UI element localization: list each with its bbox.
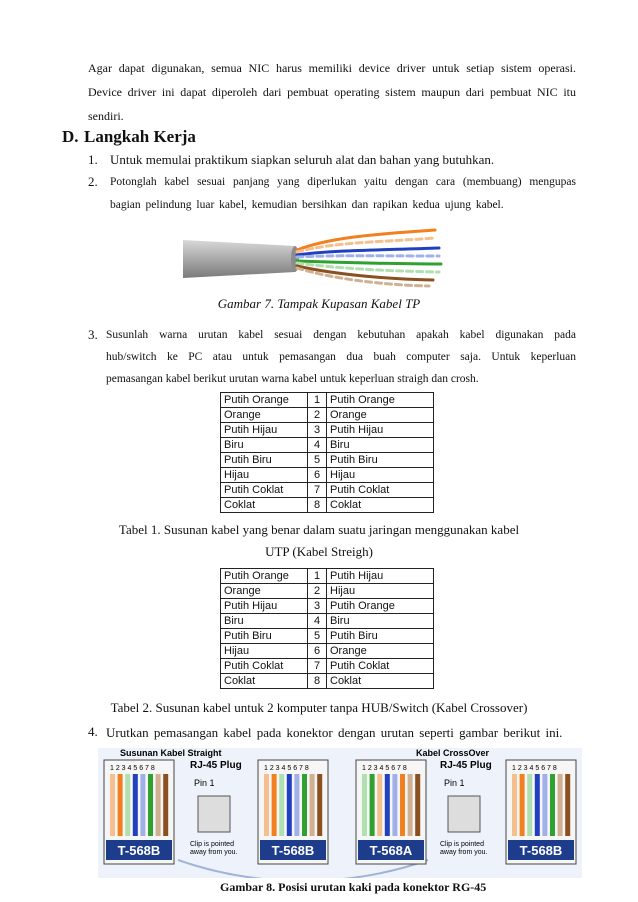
wire-8 (317, 774, 322, 836)
t1-row (221, 393, 434, 408)
intro-line-1: Agar dapat digunakan, semua NIC harus memiliki device driver untuk setiap sistem operasi. (88, 61, 576, 75)
label-crossover: Kabel CrossOver (416, 748, 490, 758)
t1-row (221, 408, 434, 423)
t1-pin-number: 8 (308, 498, 327, 513)
t2-right-color: Putih Coklat (327, 659, 434, 674)
wire-5 (294, 774, 299, 836)
t2-pin-number: 1 (308, 569, 327, 584)
clip-note-left-1: Clip is pointed (190, 841, 234, 848)
connector-4 (506, 760, 576, 864)
step-1-text: Untuk memulai praktikum siapkan seluruh alat dan bahan yang butuhkan. (110, 152, 495, 167)
t2-left-color: Orange (221, 584, 308, 599)
intro-line-2: Device driver ini dapat diperoleh dari pembuat operating sistem maupun dari pembuat NIC itu (88, 85, 576, 99)
wire-1 (110, 774, 115, 836)
t2-pin-number: 3 (308, 599, 327, 614)
t2-pin-number: 6 (308, 644, 327, 659)
step-4-number: 4. (88, 724, 98, 739)
pin-numbers: 1 2 3 4 5 6 7 8 (110, 765, 155, 772)
stripped-cable-image (183, 222, 455, 292)
t1-left-color: Putih Orange (221, 393, 308, 408)
wire-7 (156, 774, 161, 836)
table-2-caption: Tabel 2. Susunan kabel untuk 2 komputer tanpa HUB/Switch (Kabel Crossover) (110, 700, 528, 715)
t1-row (221, 498, 434, 513)
figure-7-caption: Gambar 7. Tampak Kupasan Kabel TP (217, 296, 421, 311)
t2-left-color: Putih Coklat (221, 659, 308, 674)
clip-note-left-2: away from you. (190, 849, 238, 856)
section-heading (62, 127, 196, 147)
connector-3 (356, 760, 426, 864)
step-3-line-2: hub/switch ke PC atau untuk pemasangan dua buah computer saja. Untuk keperluan (106, 351, 576, 363)
table-1-caption-line-1: Tabel 1. Susunan kabel yang benar dalam suatu jaringan menggunakan kabel (118, 522, 520, 537)
t2-pin-number: 4 (308, 614, 327, 629)
t2-row (221, 659, 434, 674)
t1-pin-number: 3 (308, 423, 327, 438)
step-2-line-1: Potonglah kabel sesuai panjang yang diperlukan yaitu dengan cara (membuang) mengupas (110, 176, 576, 188)
wire-2 (272, 774, 277, 836)
t2-right-color: Putih Biru (327, 629, 434, 644)
wire-6 (400, 774, 405, 836)
figure-8-caption: Gambar 8. Posisi urutan kaki pada konektor RG-45 (220, 880, 487, 894)
t2-left-color: Putih Orange (221, 569, 308, 584)
wire-3 (279, 774, 284, 836)
t2-right-color: Biru (327, 614, 434, 629)
intro-line-3: sendiri. (88, 109, 124, 123)
wire-4 (385, 774, 390, 836)
t2-right-color: Hijau (327, 584, 434, 599)
wire-1 (362, 774, 367, 836)
t1-right-color: Biru (327, 438, 434, 453)
wire-2 (520, 774, 525, 836)
t1-right-color: Putih Orange (327, 393, 434, 408)
t1-left-color: Orange (221, 408, 308, 423)
wire-1 (512, 774, 517, 836)
wire-7 (408, 774, 413, 836)
t2-left-color: Coklat (221, 674, 308, 689)
wire-8 (565, 774, 570, 836)
t2-row (221, 584, 434, 599)
t2-row (221, 644, 434, 659)
table-crossover (220, 568, 434, 689)
pin-numbers: 1 2 3 4 5 6 7 8 (362, 765, 407, 772)
t1-row (221, 453, 434, 468)
wire-7 (310, 774, 315, 836)
t1-row (221, 438, 434, 453)
wire-2 (370, 774, 375, 836)
standard-label: T-568B (117, 843, 161, 858)
t1-right-color: Putih Hijau (327, 423, 434, 438)
label-straight: Susunan Kabel Straight (120, 748, 222, 758)
t1-left-color: Putih Biru (221, 453, 308, 468)
step-3-number: 3. (88, 327, 98, 342)
t1-right-color: Coklat (327, 498, 434, 513)
standard-label: T-568B (271, 843, 315, 858)
table-1-caption-line-2: UTP (Kabel Streigh) (265, 544, 373, 559)
wire-8 (415, 774, 420, 836)
t1-pin-number: 7 (308, 483, 327, 498)
t1-left-color: Putih Coklat (221, 483, 308, 498)
rj45-plug-label-left: RJ-45 Plug (190, 760, 242, 771)
clip-note-right-2: away from you. (440, 849, 488, 856)
t2-left-color: Biru (221, 614, 308, 629)
step-2-number: 2. (88, 174, 98, 189)
wire-3 (527, 774, 532, 836)
t2-right-color: Putih Orange (327, 599, 434, 614)
t2-left-color: Hijau (221, 644, 308, 659)
t2-pin-number: 2 (308, 584, 327, 599)
t2-row (221, 674, 434, 689)
step-3-line-3: pemasangan kabel berikut urutan warna kabel untuk keperluan straigh dan crosh. (106, 373, 479, 385)
t1-pin-number: 1 (308, 393, 327, 408)
pin1-label-right: Pin 1 (444, 778, 465, 788)
t2-right-color: Coklat (327, 674, 434, 689)
wire-6 (550, 774, 555, 836)
wire-1 (264, 774, 269, 836)
t1-left-color: Hijau (221, 468, 308, 483)
wire-6 (302, 774, 307, 836)
table-straight (220, 392, 434, 513)
t2-right-color: Putih Hijau (327, 569, 434, 584)
t2-row (221, 629, 434, 644)
t2-row (221, 569, 434, 584)
connector-1 (104, 760, 174, 864)
wire-3 (377, 774, 382, 836)
t2-row (221, 614, 434, 629)
t2-pin-number: 5 (308, 629, 327, 644)
wire-6 (148, 774, 153, 836)
wire-2 (118, 774, 123, 836)
t1-left-color: Putih Hijau (221, 423, 308, 438)
step-4-text: Urutkan pemasangan kabel pada konektor dengan urutan seperti gambar berikut ini. (106, 725, 563, 740)
t1-row (221, 423, 434, 438)
connector-2 (258, 760, 328, 864)
t1-left-color: Biru (221, 438, 308, 453)
standard-label: T-568B (519, 843, 563, 858)
rj45-plug-label-right: RJ-45 Plug (440, 760, 492, 771)
wire-7 (558, 774, 563, 836)
t1-left-color: Coklat (221, 498, 308, 513)
t1-right-color: Putih Biru (327, 453, 434, 468)
t1-right-color: Orange (327, 408, 434, 423)
wire-3 (125, 774, 130, 836)
t2-row (221, 599, 434, 614)
wire-8 (163, 774, 168, 836)
step-3-line-1: Susunlah warna urutan kabel sesuai dengan kebutuhan apakah kabel digunakan pada (106, 329, 576, 341)
step-2-line-2: bagian pelindung luar kabel, kemudian bersihkan dan rapikan kedua ujung kabel. (110, 199, 504, 211)
section-letter: D. (62, 127, 79, 146)
wire-4 (287, 774, 292, 836)
rj45-connector-diagram (98, 748, 582, 878)
wire-5 (542, 774, 547, 836)
t1-row (221, 468, 434, 483)
wire-4 (133, 774, 138, 836)
section-title: Langkah Kerja (84, 127, 196, 146)
t2-pin-number: 7 (308, 659, 327, 674)
t1-right-color: Putih Coklat (327, 483, 434, 498)
pin-numbers: 1 2 3 4 5 6 7 8 (264, 765, 309, 772)
t2-left-color: Putih Hijau (221, 599, 308, 614)
t1-pin-number: 5 (308, 453, 327, 468)
t2-right-color: Orange (327, 644, 434, 659)
plug-icon-right (448, 796, 480, 832)
t2-pin-number: 8 (308, 674, 327, 689)
t1-row (221, 483, 434, 498)
step-1-number: 1. (88, 152, 98, 167)
pin1-label-left: Pin 1 (194, 778, 215, 788)
wire-5 (392, 774, 397, 836)
clip-note-right-1: Clip is pointed (440, 841, 484, 848)
t1-right-color: Hijau (327, 468, 434, 483)
wire-4 (535, 774, 540, 836)
t2-left-color: Putih Biru (221, 629, 308, 644)
t1-pin-number: 6 (308, 468, 327, 483)
wire-5 (140, 774, 145, 836)
plug-icon-left (198, 796, 230, 832)
pin-numbers: 1 2 3 4 5 6 7 8 (512, 765, 557, 772)
t1-pin-number: 2 (308, 408, 327, 423)
standard-label: T-568A (369, 843, 413, 858)
t1-pin-number: 4 (308, 438, 327, 453)
